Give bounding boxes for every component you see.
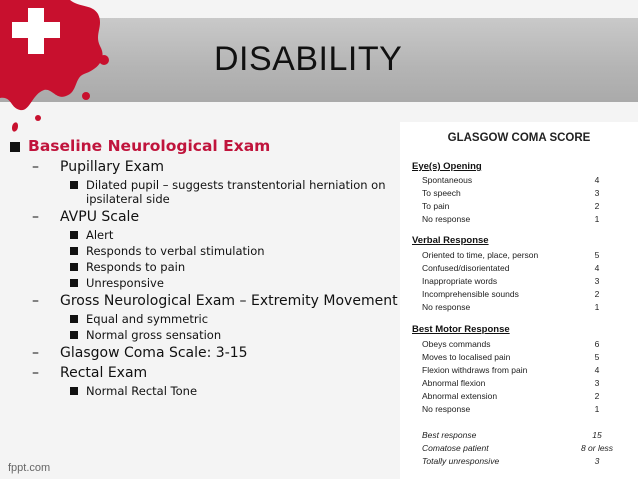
gcs-row-score: 5 bbox=[594, 250, 600, 260]
avpu-sub-item bbox=[70, 228, 402, 242]
square-bullet-icon bbox=[70, 315, 78, 323]
pupillary-sub-text: Dilated pupil – suggests transtentorial herniation on ipsilateral side bbox=[86, 178, 386, 206]
gcs-row bbox=[422, 175, 612, 185]
gcs-row-score: 4 bbox=[594, 263, 600, 273]
gcs-summary-label: Totally unresponsive bbox=[422, 456, 500, 466]
gcs-row bbox=[422, 263, 612, 273]
avpu-sub-text: Responds to verbal stimulation bbox=[86, 244, 265, 258]
gcs-row-score: 2 bbox=[594, 201, 600, 211]
gcs-row-label: Abnormal flexion bbox=[422, 378, 486, 388]
gross-exam-item bbox=[32, 293, 402, 310]
gcs-row bbox=[422, 365, 612, 375]
gcs-row-score: 5 bbox=[594, 352, 600, 362]
glasgow-item bbox=[32, 345, 402, 362]
glasgow-text: Glasgow Coma Scale: 3-15 bbox=[60, 345, 248, 361]
gcs-row bbox=[422, 201, 612, 211]
rectal-exam-text: Rectal Exam bbox=[60, 365, 148, 381]
gross-sub-text: Equal and symmetric bbox=[86, 312, 209, 326]
gcs-row-score: 1 bbox=[594, 302, 600, 312]
avpu-sub-item bbox=[70, 276, 402, 290]
bullet-content bbox=[10, 137, 402, 399]
square-bullet-icon bbox=[70, 331, 78, 339]
gcs-title: GLASGOW COMA SCORE bbox=[447, 132, 591, 144]
avpu-sub-text: Alert bbox=[86, 228, 114, 242]
gcs-row-label: No response bbox=[422, 214, 471, 224]
red-cross-splatter-icon bbox=[0, 0, 120, 140]
footer-brand: fppt.com bbox=[8, 462, 51, 474]
square-bullet-icon bbox=[70, 247, 78, 255]
pupillary-exam-text: Pupillary Exam bbox=[60, 159, 165, 175]
gcs-row-label: Oriented to time, place, person bbox=[422, 250, 539, 260]
gcs-row-score: 1 bbox=[594, 404, 600, 414]
gcs-row bbox=[422, 188, 612, 198]
gcs-row-label: Obeys commands bbox=[422, 339, 491, 349]
gcs-row-score: 6 bbox=[594, 339, 600, 349]
slide-title: DISABILITY bbox=[214, 40, 403, 78]
gcs-row-score: 1 bbox=[594, 214, 600, 224]
gcs-row-label: Abnormal extension bbox=[422, 391, 498, 401]
gcs-row bbox=[422, 302, 612, 312]
avpu-sub-text: Unresponsive bbox=[86, 276, 164, 290]
pupillary-sub-item bbox=[70, 178, 402, 206]
gcs-summary-row bbox=[422, 430, 612, 440]
dash-bullet-icon: – bbox=[32, 159, 39, 175]
gcs-row-label: Incomprehensible sounds bbox=[422, 289, 519, 299]
gcs-row bbox=[422, 250, 612, 260]
dash-bullet-icon: – bbox=[32, 365, 39, 381]
gcs-row-score: 2 bbox=[594, 289, 600, 299]
gcs-motor-heading: Best Motor Response bbox=[412, 324, 510, 335]
gcs-summary-label: Comatose patient bbox=[422, 443, 489, 453]
avpu-text: AVPU Scale bbox=[60, 209, 140, 225]
square-bullet-icon bbox=[10, 142, 20, 152]
gcs-row-score: 4 bbox=[594, 365, 600, 375]
gcs-row bbox=[422, 391, 612, 401]
gcs-summary-score: 15 bbox=[592, 430, 602, 440]
gcs-row bbox=[422, 214, 612, 224]
square-bullet-icon bbox=[70, 181, 78, 189]
gcs-row-score: 3 bbox=[594, 276, 600, 286]
dash-bullet-icon: – bbox=[32, 293, 39, 309]
gcs-verbal-heading: Verbal Response bbox=[412, 235, 489, 246]
gcs-eye-heading: Eye(s) Opening bbox=[412, 161, 482, 172]
rectal-sub-item bbox=[70, 384, 402, 398]
square-bullet-icon bbox=[70, 263, 78, 271]
gross-sub-text: Normal gross sensation bbox=[86, 328, 222, 342]
rectal-exam-item bbox=[32, 365, 402, 382]
gcs-row bbox=[422, 339, 612, 349]
gcs-summary-score: 8 or less bbox=[580, 443, 614, 453]
glasgow-coma-score-table bbox=[400, 122, 638, 479]
square-bullet-icon bbox=[70, 279, 78, 287]
gcs-summary-row bbox=[422, 443, 612, 453]
gcs-row bbox=[422, 276, 612, 286]
avpu-sub-text: Responds to pain bbox=[86, 260, 186, 274]
pupillary-exam-item bbox=[32, 159, 402, 176]
square-bullet-icon bbox=[70, 387, 78, 395]
main-bullet bbox=[10, 137, 402, 155]
gcs-summary-score: 3 bbox=[594, 456, 600, 466]
gcs-row-label: Moves to localised pain bbox=[422, 352, 511, 362]
gcs-row bbox=[422, 289, 612, 299]
gcs-row-label: Flexion withdraws from pain bbox=[422, 365, 528, 375]
gcs-row-label: To pain bbox=[422, 201, 450, 211]
square-bullet-icon bbox=[70, 231, 78, 239]
gross-exam-text: Gross Neurological Exam – Extremity Movement bbox=[60, 293, 398, 309]
dash-bullet-icon: – bbox=[32, 209, 39, 225]
gcs-row-score: 3 bbox=[594, 188, 600, 198]
gcs-row-label: Confused/disorientated bbox=[422, 263, 510, 273]
rectal-sub-text: Normal Rectal Tone bbox=[86, 384, 198, 398]
gcs-row-score: 4 bbox=[594, 175, 600, 185]
gcs-summary-label: Best response bbox=[422, 430, 477, 440]
avpu-sub-item bbox=[70, 244, 402, 258]
gcs-row-label: Inappropriate words bbox=[422, 276, 498, 286]
gcs-row-score: 2 bbox=[594, 391, 600, 401]
main-bullet-text: Baseline Neurological Exam bbox=[28, 137, 271, 155]
gcs-row bbox=[422, 404, 612, 414]
gross-sub-item bbox=[70, 312, 402, 326]
dash-bullet-icon: – bbox=[32, 345, 39, 361]
gcs-summary-row bbox=[422, 456, 612, 466]
avpu-sub-item bbox=[70, 260, 402, 274]
gcs-row-label: To speech bbox=[422, 188, 461, 198]
gross-sub-item bbox=[70, 328, 402, 342]
gcs-row-label: No response bbox=[422, 404, 471, 414]
gcs-row bbox=[422, 378, 612, 388]
gcs-row-label: No response bbox=[422, 302, 471, 312]
gcs-row-score: 3 bbox=[594, 378, 600, 388]
gcs-row-label: Spontaneous bbox=[422, 175, 473, 185]
gcs-row bbox=[422, 352, 612, 362]
avpu-item bbox=[32, 209, 402, 226]
